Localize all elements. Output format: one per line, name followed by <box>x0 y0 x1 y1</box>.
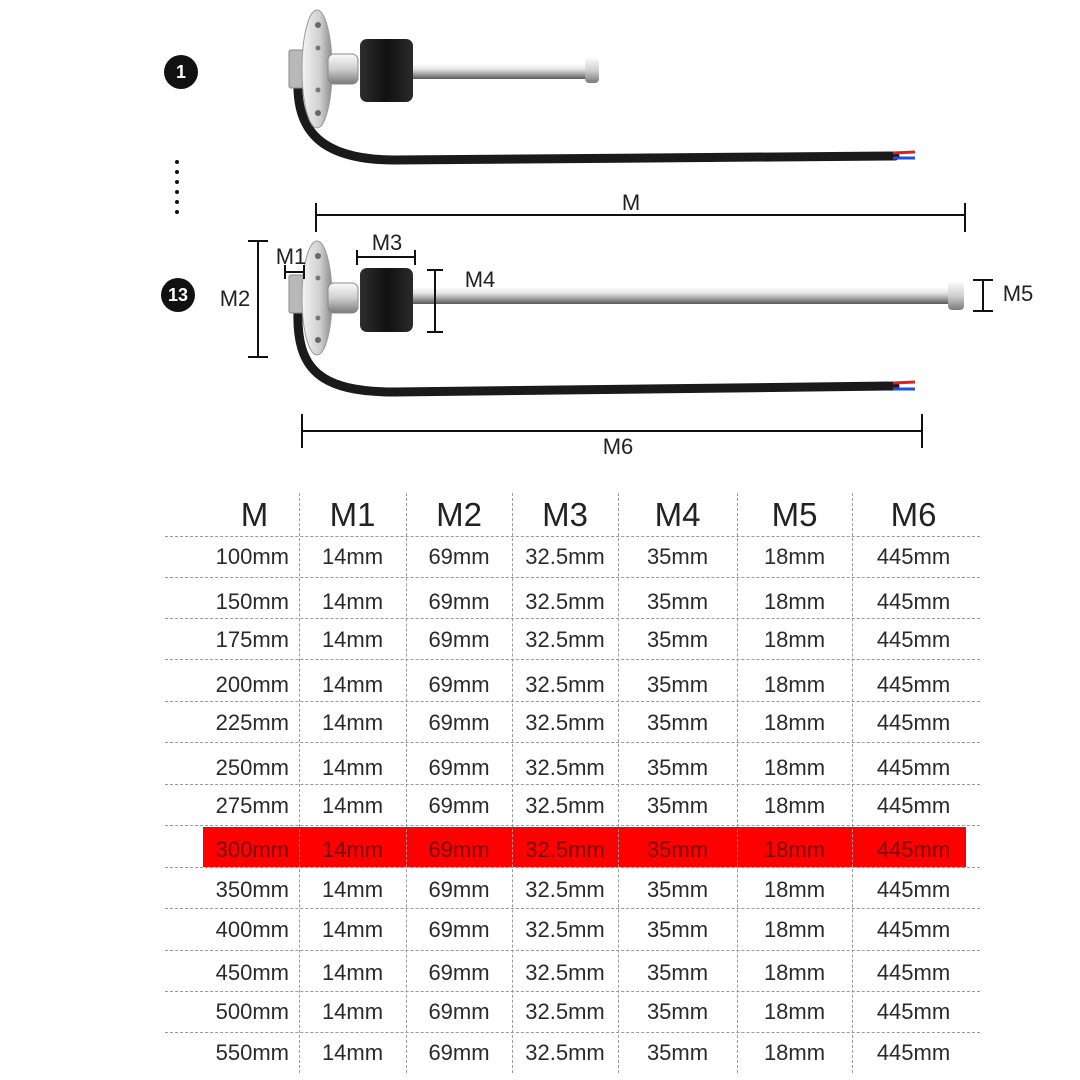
cell-m5: 18mm <box>763 755 826 780</box>
cell-m6: 445mm <box>876 917 951 942</box>
rod <box>410 64 590 79</box>
badge-1-label: 1 <box>175 62 187 82</box>
row-divider <box>165 577 980 578</box>
cell-m1: 14mm <box>321 917 384 942</box>
cell-m6: 445mm <box>876 755 951 780</box>
header-m3: M3 <box>542 496 588 533</box>
header-m6: M6 <box>890 496 937 533</box>
cell-m2: 69mm <box>428 544 490 569</box>
cell-m6: 445mm <box>876 1040 951 1065</box>
cell-m1: 14mm <box>321 1040 384 1065</box>
label-m5: M5 <box>1002 281 1034 306</box>
cell-m3: 32.5mm <box>525 627 605 652</box>
cell-m4: 35mm <box>646 877 709 902</box>
cell-m5: 18mm <box>763 710 826 735</box>
cell-m3: 32.5mm <box>525 999 605 1024</box>
collar <box>328 54 358 84</box>
cell-m1: 14mm <box>321 755 384 780</box>
dimension-m5 <box>973 280 993 311</box>
cell-m6: 445mm <box>876 544 951 569</box>
label-m1: M1 <box>275 244 307 269</box>
cell-m1: 14mm <box>321 793 384 818</box>
cell-m6: 445mm <box>876 877 951 902</box>
cell-m: 350mm <box>215 877 289 902</box>
cell-m5: 18mm <box>763 999 826 1024</box>
cell-m5: 18mm <box>763 793 826 818</box>
cell-m6: 445mm <box>876 710 951 735</box>
cell-m: 450mm <box>215 960 289 985</box>
cell-m2: 69mm <box>428 710 490 735</box>
cell-m: 250mm <box>215 755 289 780</box>
cell-m4: 35mm <box>646 960 709 985</box>
cell-m1: 14mm <box>321 589 384 614</box>
cell-m3: 32.5mm <box>525 672 605 697</box>
cell-m6: 445mm <box>876 837 951 862</box>
cell-m3: 32.5mm <box>525 755 605 780</box>
cell-m6: 445mm <box>876 627 951 652</box>
cell-m1: 14mm <box>321 672 384 697</box>
cell-m: 300mm <box>215 837 289 862</box>
cell-m: 550mm <box>215 1040 289 1065</box>
ellipsis-dots <box>175 160 179 214</box>
cell-m2: 69mm <box>428 960 490 985</box>
cell-m: 150mm <box>215 589 289 614</box>
cell-m: 400mm <box>215 917 289 942</box>
cell-m4: 35mm <box>646 672 709 697</box>
cell-m6: 445mm <box>876 589 951 614</box>
header-m2: M2 <box>436 496 482 533</box>
cell-m3: 32.5mm <box>525 710 605 735</box>
rod-cap <box>585 58 599 83</box>
cell-m2: 69mm <box>428 627 490 652</box>
rod-cap <box>948 282 964 310</box>
cell-m1: 14mm <box>321 710 384 735</box>
cell-m2: 69mm <box>428 877 490 902</box>
cell-m: 100mm <box>215 544 289 569</box>
header-m4: M4 <box>654 496 701 533</box>
cell-m2: 69mm <box>428 755 490 780</box>
header-m5: M5 <box>771 496 818 533</box>
wire-red <box>893 382 915 383</box>
cell-m5: 18mm <box>763 960 826 985</box>
cell-m6: 445mm <box>876 999 951 1024</box>
cell-m4: 35mm <box>646 793 709 818</box>
cell-m4: 35mm <box>646 589 709 614</box>
sensor-diagram <box>0 0 1080 470</box>
header-m: M <box>240 496 269 533</box>
cell-m2: 69mm <box>428 589 490 614</box>
cell-m6: 445mm <box>876 960 951 985</box>
cell-m3: 32.5mm <box>525 877 605 902</box>
cell-m3: 32.5mm <box>525 544 605 569</box>
cell-m1: 14mm <box>321 627 384 652</box>
cell-m2: 69mm <box>428 793 490 818</box>
label-m3: M3 <box>371 230 403 255</box>
label-m2: M2 <box>219 286 251 311</box>
cell-m6: 445mm <box>876 672 951 697</box>
cell-m4: 35mm <box>646 755 709 780</box>
cell-m3: 32.5mm <box>525 960 605 985</box>
float <box>360 268 413 332</box>
cell-m3: 32.5mm <box>525 589 605 614</box>
cell-m4: 35mm <box>646 917 709 942</box>
header-m1: M1 <box>329 496 376 533</box>
cell-m4: 35mm <box>646 1040 709 1065</box>
cell-m: 500mm <box>215 999 289 1024</box>
cell-m3: 32.5mm <box>525 917 605 942</box>
badge-13-label: 13 <box>167 285 189 305</box>
label-m4: M4 <box>464 267 496 292</box>
cell-m4: 35mm <box>646 544 709 569</box>
cell-m2: 69mm <box>428 672 490 697</box>
cell-m4: 35mm <box>646 999 709 1024</box>
cell-m5: 18mm <box>763 627 826 652</box>
cell-m5: 18mm <box>763 1040 826 1065</box>
label-m6: M6 <box>602 434 634 459</box>
cell-m1: 14mm <box>321 960 384 985</box>
cell-m2: 69mm <box>428 917 490 942</box>
cell-m: 275mm <box>215 793 289 818</box>
cell-m4: 35mm <box>646 710 709 735</box>
cell-m: 200mm <box>215 672 289 697</box>
collar <box>328 283 358 313</box>
cell-m: 225mm <box>215 710 289 735</box>
cell-m1: 14mm <box>321 837 384 862</box>
cell-m4: 35mm <box>646 837 709 862</box>
cell-m2: 69mm <box>428 837 490 862</box>
cell-m4: 35mm <box>646 627 709 652</box>
float <box>360 39 413 102</box>
dimension-m2 <box>248 241 268 357</box>
cell-m5: 18mm <box>763 877 826 902</box>
sensor-short <box>164 10 915 160</box>
label-m: M <box>621 190 641 215</box>
cell-m5: 18mm <box>763 917 826 942</box>
cell-m: 175mm <box>215 627 289 652</box>
cell-m1: 14mm <box>321 877 384 902</box>
cell-m6: 445mm <box>876 793 951 818</box>
row-divider <box>165 950 980 951</box>
cell-m3: 32.5mm <box>525 793 605 818</box>
dimension-m <box>316 203 965 232</box>
cell-m3: 32.5mm <box>525 1040 605 1065</box>
cell-m5: 18mm <box>763 672 826 697</box>
wire-red <box>893 152 915 153</box>
cell-m5: 18mm <box>763 589 826 614</box>
cell-m3: 32.5mm <box>525 837 605 862</box>
cell-m2: 69mm <box>428 999 490 1024</box>
cell-m1: 14mm <box>321 999 384 1024</box>
cell-m5: 18mm <box>763 544 826 569</box>
cell-m2: 69mm <box>428 1040 490 1065</box>
cell-m1: 14mm <box>321 544 384 569</box>
cell-m5: 18mm <box>763 837 826 862</box>
